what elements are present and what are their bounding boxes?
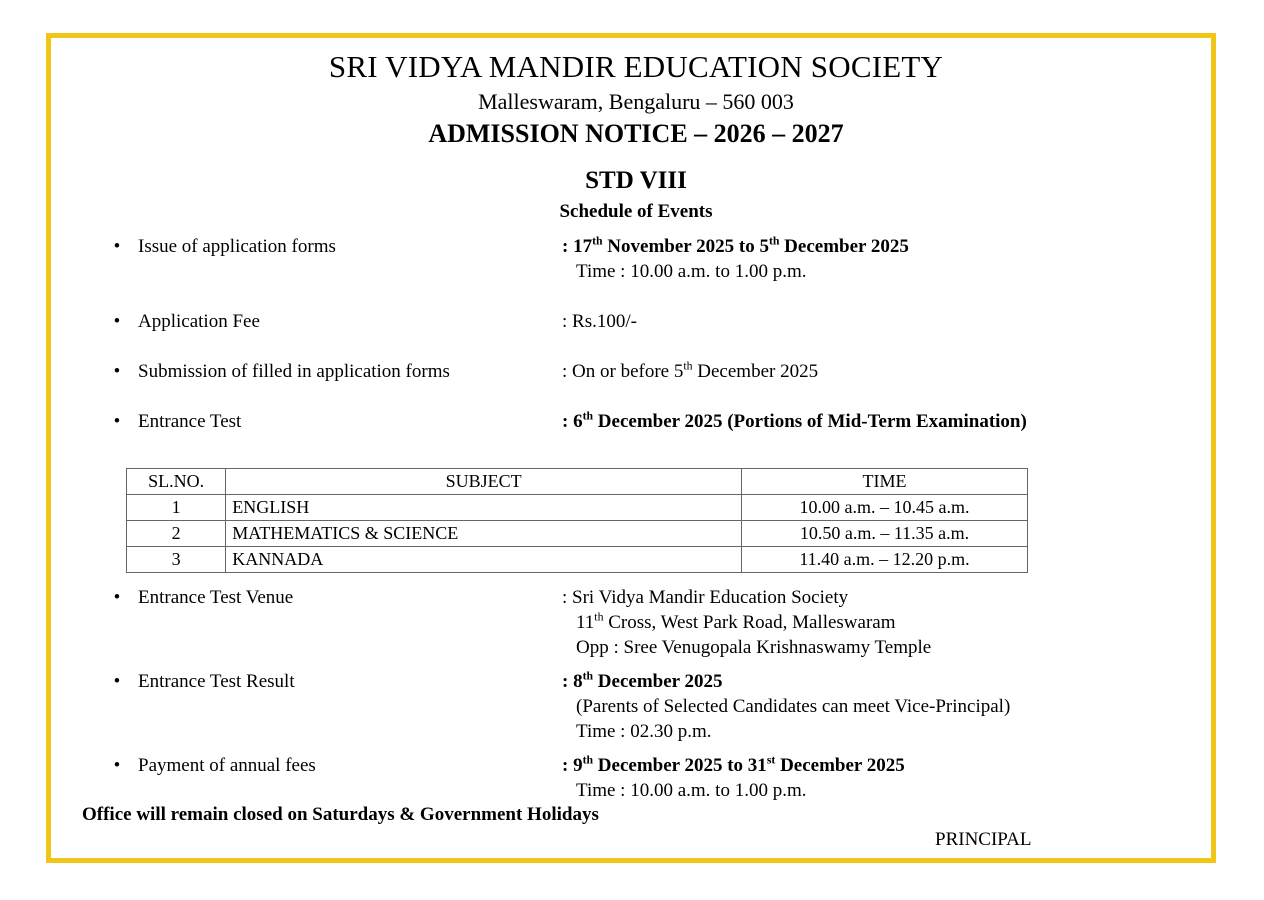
event-label: Submission of filled in application forms bbox=[138, 361, 450, 382]
event-value: : 6th December 2025 (Portions of Mid-Term Examination) bbox=[562, 409, 1027, 432]
cell-slno: 2 bbox=[127, 521, 226, 547]
column-header-subject: SUBJECT bbox=[226, 469, 742, 495]
column-header-time: TIME bbox=[742, 469, 1028, 495]
event-value: : Sri Vidya Mandir Education Society bbox=[562, 587, 849, 608]
admission-notice-title: ADMISSION NOTICE – 2026 – 2027 bbox=[428, 119, 844, 148]
event-label: Payment of annual fees bbox=[138, 755, 316, 776]
bullet-icon: • bbox=[113, 361, 121, 382]
cell-subject: KANNADA bbox=[226, 547, 742, 573]
event-label: Application Fee bbox=[138, 311, 260, 332]
bullet-icon: • bbox=[113, 311, 121, 332]
cell-time: 11.40 a.m. – 12.20 p.m. bbox=[742, 547, 1028, 573]
event-value: : On or before 5th December 2025 bbox=[562, 359, 819, 382]
cell-subject: ENGLISH bbox=[226, 495, 742, 521]
ordinal-suffix: th bbox=[594, 610, 604, 624]
event-subline: Time : 02.30 p.m. bbox=[576, 721, 712, 742]
table-header-row bbox=[127, 469, 1028, 495]
ordinal-suffix: th bbox=[582, 669, 594, 683]
bullet-icon: • bbox=[113, 755, 121, 776]
bullet-icon: • bbox=[113, 587, 121, 608]
column-header-slno: SL.NO. bbox=[127, 469, 226, 495]
ordinal-suffix: th bbox=[768, 234, 780, 248]
principal-signature-label: PRINCIPAL bbox=[935, 829, 1032, 850]
office-closed-note: Office will remain closed on Saturdays & Government Holidays bbox=[82, 804, 599, 825]
bullet-icon: • bbox=[113, 411, 121, 432]
event-label: Entrance Test Result bbox=[138, 671, 295, 692]
event-label: Entrance Test Venue bbox=[138, 587, 294, 608]
ordinal-suffix: th bbox=[592, 234, 603, 248]
event-label: Issue of application forms bbox=[138, 236, 336, 257]
entrance-test-schedule-table bbox=[126, 468, 1028, 573]
cell-time: 10.00 a.m. – 10.45 a.m. bbox=[742, 495, 1028, 521]
ordinal-suffix: th bbox=[582, 409, 594, 423]
cell-subject: MATHEMATICS & SCIENCE bbox=[226, 521, 742, 547]
society-name: SRI VIDYA MANDIR EDUCATION SOCIETY bbox=[328, 49, 944, 84]
event-value: : 9th December 2025 to 31st December 2025 bbox=[562, 753, 905, 776]
cell-slno: 3 bbox=[127, 547, 226, 573]
event-value: : Rs.100/- bbox=[562, 311, 637, 332]
ordinal-suffix: th bbox=[582, 753, 594, 767]
table-row bbox=[127, 495, 1028, 521]
event-subline: (Parents of Selected Candidates can meet Vice-Principal) bbox=[576, 696, 1011, 717]
bullet-icon: • bbox=[113, 236, 121, 257]
cell-time: 10.50 a.m. – 11.35 a.m. bbox=[742, 521, 1028, 547]
event-subline: 11th Cross, West Park Road, Malleswaram bbox=[576, 610, 896, 633]
standard-title: STD VIII bbox=[585, 167, 687, 194]
bullet-icon: • bbox=[113, 671, 121, 692]
cell-slno: 1 bbox=[127, 495, 226, 521]
event-value: : 17th November 2025 to 5th December 2025 bbox=[562, 234, 909, 257]
table-row bbox=[127, 521, 1028, 547]
ordinal-suffix: st bbox=[766, 753, 776, 767]
table-row bbox=[127, 547, 1028, 573]
notice-content bbox=[51, 38, 1221, 868]
event-subline: Time : 10.00 a.m. to 1.00 p.m. bbox=[576, 780, 807, 801]
schedule-of-events-title: Schedule of Events bbox=[559, 201, 713, 222]
notice-border-frame bbox=[46, 33, 1216, 863]
ordinal-suffix: th bbox=[683, 359, 693, 373]
event-subline: Opp : Sree Venugopala Krishnaswamy Temple bbox=[576, 637, 932, 658]
event-subline: Time : 10.00 a.m. to 1.00 p.m. bbox=[576, 261, 807, 282]
society-address: Malleswaram, Bengaluru – 560 003 bbox=[478, 89, 794, 114]
event-label: Entrance Test bbox=[138, 411, 242, 432]
event-value: : 8th December 2025 bbox=[562, 669, 723, 692]
